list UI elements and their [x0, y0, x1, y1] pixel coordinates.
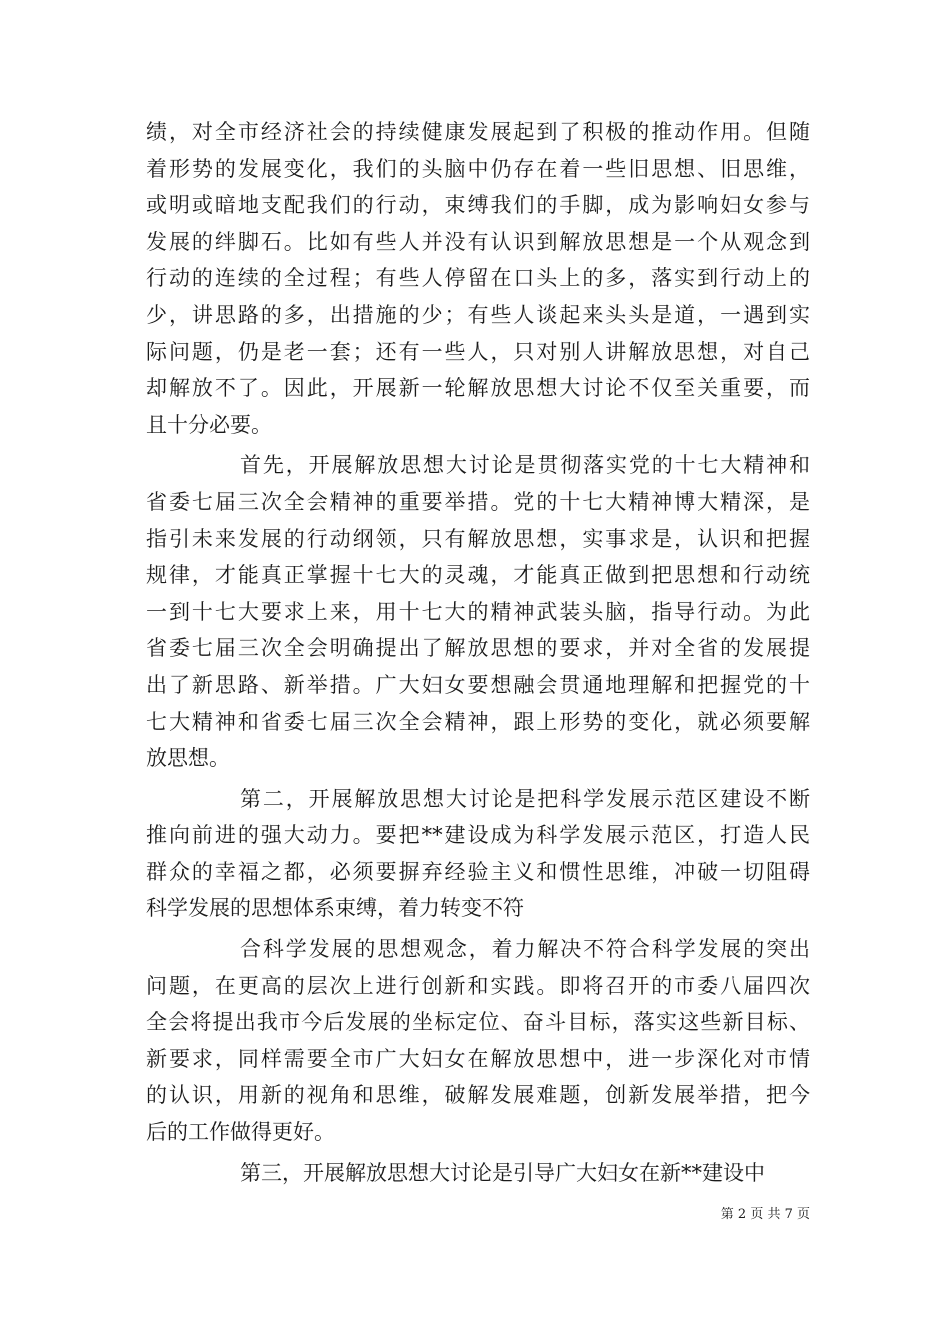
text-line: 群众的幸福之都，必须要摒弃经验主义和惯性思维，冲破一切阻碍: [146, 859, 810, 884]
text-line: 际问题，仍是老一套；还有一些人，只对别人讲解放思想，对自己: [146, 339, 810, 364]
text-line: 省委七届三次全会精神的重要举措。党的十七大精神博大精深，是: [146, 489, 810, 514]
text-line: 规律，才能真正掌握十七大的灵魂，才能真正做到把思想和行动统: [146, 563, 810, 588]
text-line: 第二，开展解放思想大讨论是把科学发展示范区建设不断: [240, 786, 810, 811]
text-line: 首先，开展解放思想大讨论是贯彻落实党的十七大精神和: [240, 453, 810, 478]
text-line: 却解放不了。因此，开展新一轮解放思想大讨论不仅至关重要，而: [146, 376, 810, 401]
text-line: 绩，对全市经济社会的持续健康发展起到了积极的推动作用。但随: [146, 120, 810, 144]
text-line: 的认识，用新的视角和思维，破解发展难题，创新发展举措，把今: [146, 1083, 810, 1108]
text-line: 少，讲思路的多，出措施的少；有些人谈起来头头是道，一遇到实: [146, 302, 810, 327]
text-line: 行动的连续的全过程；有些人停留在口头上的多，落实到行动上的: [146, 266, 810, 291]
paragraph: [146, 1155, 810, 1192]
text-line: 全会将提出我市今后发展的坐标定位、奋斗目标，落实这些新目标、: [146, 1010, 810, 1035]
text-line: 后的工作做得更好。: [146, 1120, 335, 1145]
body-text: [146, 114, 810, 1191]
text-line: 第三，开展解放思想大讨论是引导广大妇女在新**建设中: [240, 1160, 765, 1185]
text-line: 着形势的发展变化，我们的头脑中仍存在着一些旧思想、旧思维，: [146, 156, 810, 181]
text-line: 放思想。: [146, 746, 230, 771]
page-number-footer: 第 2 页 共 7 页: [720, 1207, 810, 1222]
paragraph: [146, 931, 810, 1151]
text-line: 新要求，同样需要全市广大妇女在解放思想中，进一步深化对市情: [146, 1046, 810, 1071]
text-line: 发展的绊脚石。比如有些人并没有认识到解放思想是一个从观念到: [146, 229, 810, 254]
paragraph: [146, 447, 810, 776]
text-line: 且十分必要。: [146, 412, 272, 437]
text-line: 一到十七大要求上来，用十七大的精神武装头脑，指导行动。为此: [146, 599, 810, 624]
text-line: 问题，在更高的层次上进行创新和实践。即将召开的市委八届四次: [146, 973, 810, 998]
paragraph: [146, 114, 810, 443]
text-line: 或明或暗地支配我们的行动，束缚我们的手脚，成为影响妇女参与: [146, 193, 810, 218]
text-line: 科学发展的思想体系束缚，着力转变不符: [146, 896, 524, 921]
text-line: 推向前进的强大动力。要把**建设成为科学发展示范区，打造人民: [146, 823, 810, 848]
text-line: 七大精神和省委七届三次全会精神，跟上形势的变化，就必须要解: [146, 709, 810, 734]
text-line: 省委七届三次全会明确提出了解放思想的要求，并对全省的发展提: [146, 636, 810, 661]
text-line: 出了新思路、新举措。广大妇女要想融会贯通地理解和把握党的十: [146, 672, 810, 697]
text-line: 指引未来发展的行动纲领，只有解放思想，实事求是，认识和把握: [146, 526, 810, 551]
paragraph: [146, 781, 810, 927]
text-line: 合科学发展的思想观念，着力解决不符合科学发展的突出: [240, 937, 810, 962]
